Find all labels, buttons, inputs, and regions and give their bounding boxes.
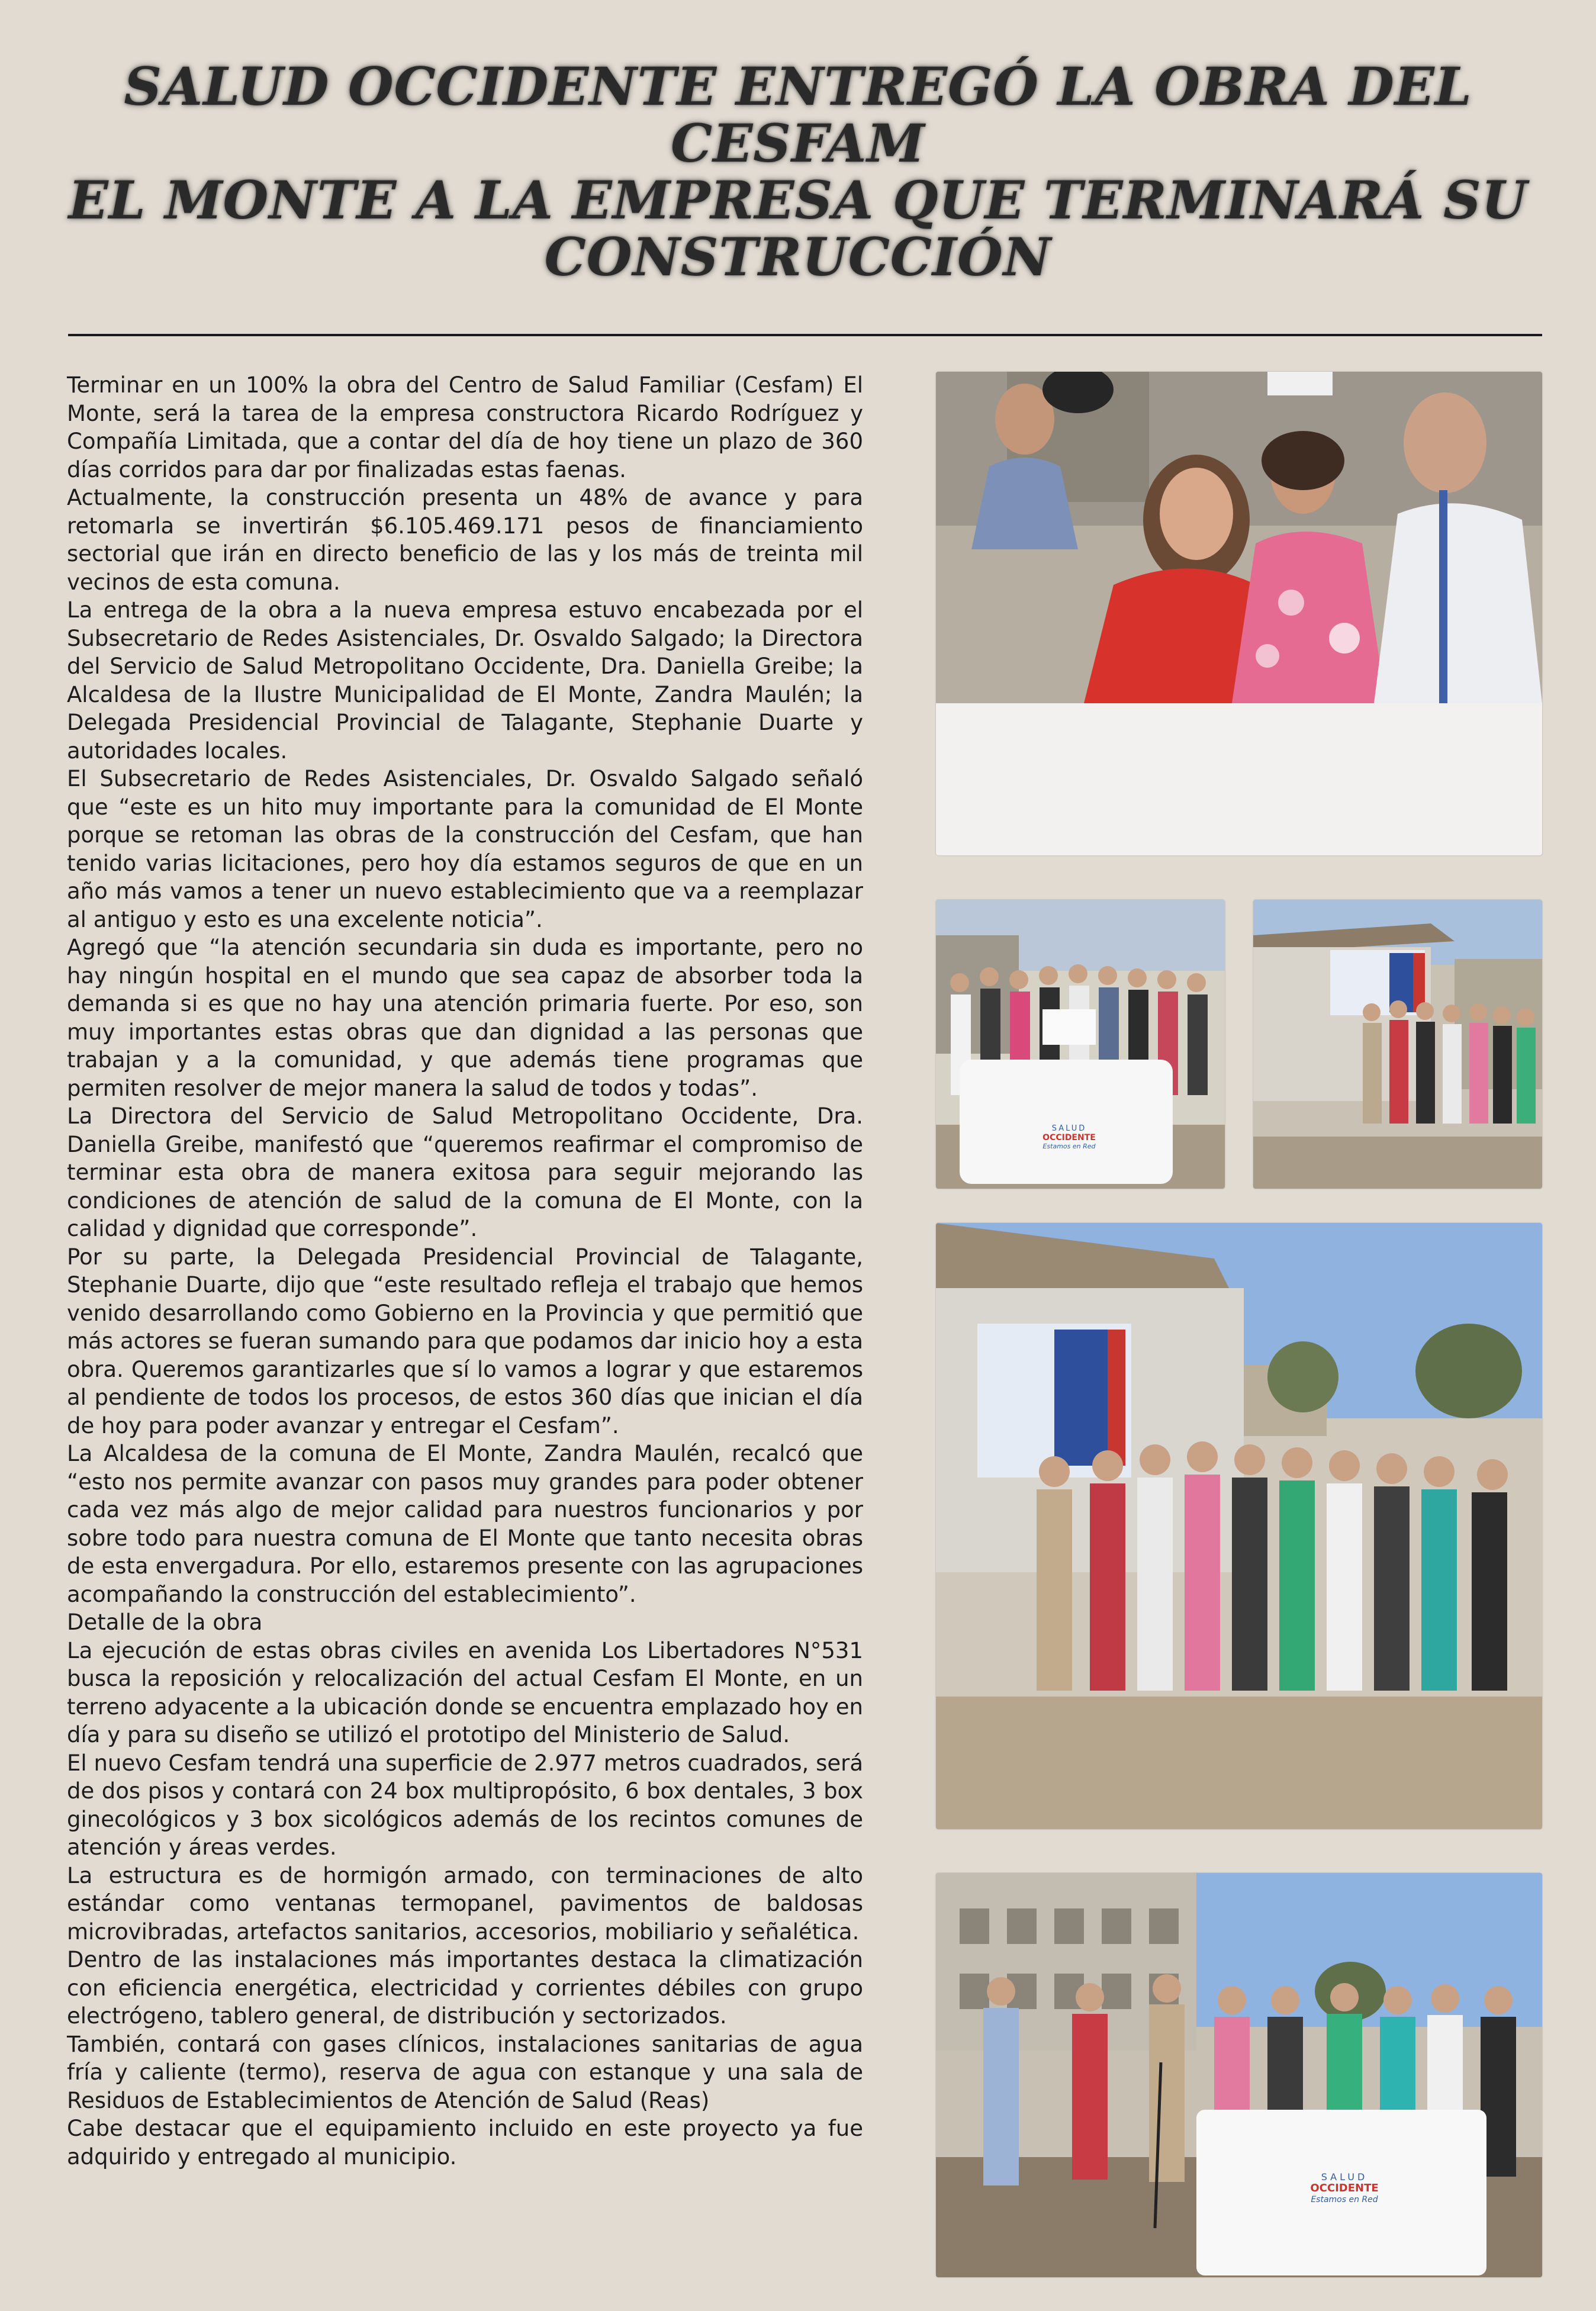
article-paragraph: La Alcaldesa de la comuna de El Monte, Zandra Maulén, recalcó que “esto nos permite avanzar con pasos muy grandes para poder obtener cada vez más algo de mejor calidad para nuestros funcionarios y por sobre todo para nuestra comuna de El Monte que tanto necesita obras de esta envergadura. Por ello, estaremos presente con las agrupaciones acompañando la construcción del establecimiento”. (67, 1441, 863, 1607)
article-paragraph: El Subsecretario de Redes Asistenciales, Dr. Osvaldo Salgado señaló que “este es un hito muy importante para la comunidad de El Monte porque se retoman las obras de la construcción del Cesfam, que han tenido varias licitaciones, pero hoy día estamos seguros de que en un año más vamos a tener un nuevo establecimiento que va a reemplazar al antiguo y esto es una excelente noticia”. (67, 766, 863, 932)
photo-signing (936, 372, 1542, 855)
headline-line-1: SALUD OCCIDENTE ENTREGÓ LA OBRA DEL CESFAM (124, 56, 1472, 174)
article-paragraph: El nuevo Cesfam tendrá una superficie de 2.977 metros cuadrados, será de dos pisos y contará con 24 box multipropósito, 6 box dentales, 3 box ginecológicos y 3 box sicológicos además de los recintos comunes de atención y áreas verdes. (67, 1750, 863, 1860)
photo-speech (936, 1873, 1542, 2277)
logo-text-tagline: Estamos en Red (1311, 2195, 1378, 2204)
logo-text-salud: SALUD (1051, 1124, 1087, 1133)
article-paragraph: La entrega de la obra a la nueva empresa estuvo encabezada por el Subsecretario de Redes Asistenciales, Dr. Osvaldo Salgado; la Directora del Servicio de Salud Metropolitano Occidente, Dra. Daniella Greibe; la Alcaldesa de la Ilustre Municipalidad de El Monte, Zandra Maulén; la Delegada Presidencial Provincial de Talagante, Stephanie Duarte y autoridades locales. (67, 597, 863, 764)
photo-group-certificate (936, 900, 1225, 1189)
article-paragraph: Terminar en un 100% la obra del Centro de Salud Familiar (Cesfam) El Monte, será la tarea de la empresa constructora Ricardo Rodríguez y Compañía Limitada, que a contar del día de hoy tiene un plazo de 360 días corridos para dar por finalizadas estas faenas. (67, 372, 863, 482)
article-paragraph: Agregó que “la atención secundaria sin duda es importante, pero no hay ningún hospital en el mundo que sea capaz de absorber toda la demanda si es que no hay una atención primaria fuerte. Por eso, son muy importantes estas obras que dan dignidad a las personas que trabajan y a la comunidad, y que además tiene programas que permiten resolver de mejor manera la salud de todos y todas”. (67, 935, 863, 1101)
article-paragraph: Actualmente, la construcción presenta un 48% de avance y para retomarla se invertirán $6.105.469.171 pesos de financiamiento sectorial que irán en directo beneficio de las y los más de treinta mil vecinos de esta comuna. (67, 485, 863, 595)
headline-divider (68, 334, 1542, 336)
headline-line-2: EL MONTE A LA EMPRESA QUE TERMINARÁ SU (68, 169, 1528, 231)
article-paragraph: También, contará con gases clínicos, instalaciones sanitarias de agua fría y caliente (termo), reserva de agua con estanque y una sala de Residuos de Establecimientos de Atención de Salud (Reas) (67, 2031, 863, 2113)
article-paragraph: Dentro de las instalaciones más importantes destaca la climatización con eficiencia energética, electricidad y corrientes débiles con grupo electrógeno, tablero general, de distribución y sectorizados. (67, 1947, 863, 2029)
article-paragraph: Cabe destacar que el equipamiento incluido en este proyecto ya fue adquirido y entregado al municipio. (67, 2116, 863, 2170)
headline-line-3: CONSTRUCCIÓN (544, 226, 1052, 288)
photo-group-banner (1253, 900, 1542, 1189)
logo-text-occidente: OCCIDENTE (1042, 1133, 1096, 1142)
photo-large-group (936, 1223, 1542, 1829)
article-paragraph: La ejecución de estas obras civiles en avenida Los Libertadores N°531 busca la reposición y relocalización del actual Cesfam El Monte, en un terreno adyacente a la ubicación donde se encuentra emplazado hoy en día y para su diseño se utilizó el prototipo del Ministerio de Salud. (67, 1637, 863, 1747)
logo-text-occidente: OCCIDENTE (1310, 2182, 1379, 2194)
article-body (67, 371, 863, 2171)
article-paragraph: La estructura es de hormigón armado, con terminaciones de alto estándar como ventanas termopanel, pavimentos de baldosas microvibradas, artefactos sanitarios, accesorios, mobiliario y señalética. (67, 1862, 863, 1945)
headline (53, 56, 1543, 288)
section-heading-detalle: Detalle de la obra (67, 1610, 263, 1635)
article-paragraph: La Directora del Servicio de Salud Metropolitano Occidente, Dra. Daniella Greibe, manifestó que “queremos reafirmar el compromiso de terminar esta obra de manera exitosa para seguir mejorando las condiciones de atención de salud de la comuna de El Monte, con la calidad y dignidad que corresponde”. (67, 1103, 863, 1241)
article-paragraph: Por su parte, la Delegada Presidencial Provincial de Talagante, Stephanie Duarte, dijo que “este resultado refleja el trabajo que hemos venido desarrollando como Gobierno en la Provincia y que permitió que más actores se fueran sumando para que podamos dar inicio hoy a esta obra. Queremos garantizarles que sí lo vamos a lograr y que estaremos al pendiente de todos los procesos, de estos 360 días que inician el día de hoy para poder avanzar y entregar el Cesfam”. (67, 1244, 863, 1438)
logo-text-salud: SALUD (1321, 2171, 1368, 2183)
logo-text-tagline: Estamos en Red (1042, 1142, 1096, 1150)
